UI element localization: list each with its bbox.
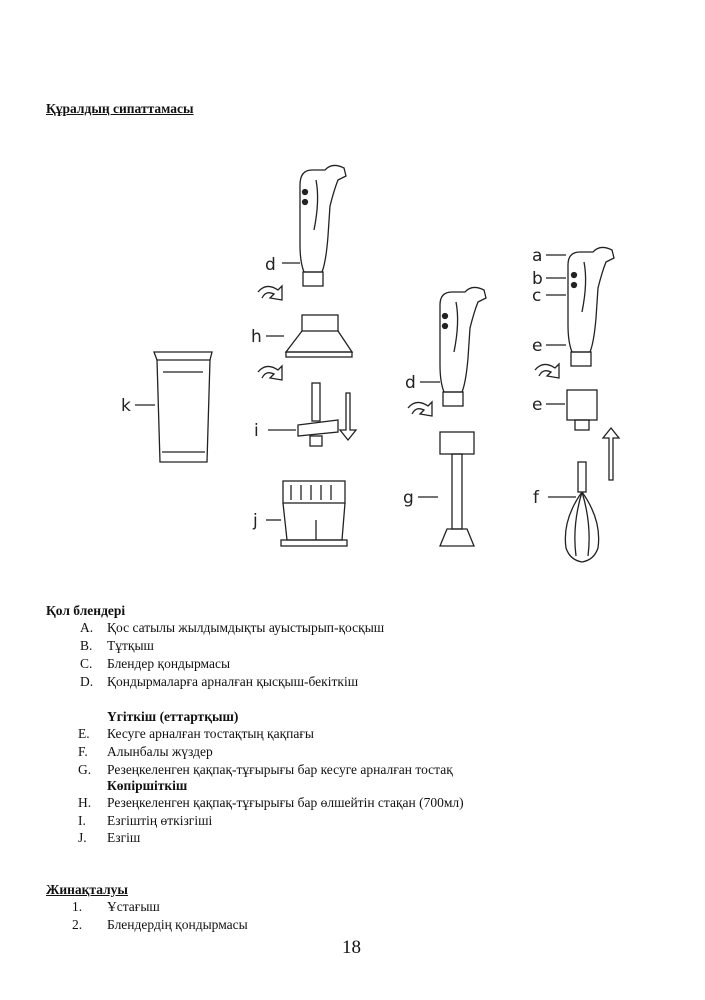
label-k: k	[121, 396, 131, 416]
label-f: f	[533, 488, 539, 508]
label-a: a	[532, 246, 543, 266]
whisk-adapter-drawing	[567, 390, 597, 430]
list-item-marker: I.	[78, 812, 86, 828]
hand-blender-title: Қол блендері	[46, 603, 126, 618]
list-item-text: Тұтқыш	[107, 638, 154, 653]
list-item-text: Блендер қондырмасы	[107, 656, 231, 671]
label-c: c	[532, 286, 542, 306]
blending-shaft-drawing	[440, 432, 474, 546]
whisk-drawing	[565, 462, 598, 562]
list-item-text: Резеңкеленген қақпақ-тұғырығы бар өлшейтін стақан (700мл)	[107, 795, 464, 810]
grinder-title: Үгіткіш (еттартқыш)	[107, 709, 239, 724]
label-e: e	[532, 395, 543, 415]
list-item-text: Кесуге арналған тостақтың қақпағы	[107, 726, 314, 741]
list-item-text: Ұстағыш	[107, 899, 160, 914]
list-item-marker: G.	[78, 762, 92, 777]
list-item-marker: E.	[78, 726, 90, 741]
list-item-marker: 2.	[72, 916, 83, 932]
whisk-title: Көпіршіткіш	[107, 778, 188, 793]
blade-shaft-drawing	[298, 383, 338, 446]
list-item-text: Қос сатылы жылдымдықты ауыстырып-қосқыш	[107, 620, 385, 635]
list-item-marker: H.	[78, 795, 92, 810]
measuring-cup-drawing	[154, 352, 212, 462]
list-item-marker: F.	[78, 744, 88, 759]
list-item-text: Қондырмаларға арналған қысқыш-бекіткіш	[107, 674, 359, 689]
package-title: Жинақталуы	[46, 882, 128, 897]
blender-body-2	[440, 287, 486, 406]
page-number: 18	[342, 937, 361, 958]
list-item-marker: J.	[78, 830, 87, 845]
list-item-marker: A.	[80, 620, 94, 635]
label-g: g	[403, 488, 414, 508]
chopper-bowl-drawing	[281, 481, 347, 546]
label-d-1: d	[265, 255, 276, 275]
list-item-text: Езгіштің өткізгіші	[107, 812, 213, 828]
list-item-text: Резеңкеленген қақпақ-тұғырығы бар кесуге арналған тостақ	[107, 762, 453, 777]
label-b: b	[532, 269, 543, 289]
label-d-3: e	[532, 336, 543, 356]
list-item-marker: B.	[80, 638, 93, 653]
list-item-marker: 1.	[72, 899, 83, 914]
chopper-lid-drawing	[286, 315, 352, 357]
list-item-marker: D.	[80, 674, 94, 689]
label-d-2: d	[405, 373, 416, 393]
section-title: Құралдың сипаттамасы	[46, 101, 194, 116]
blender-body-1	[300, 165, 346, 286]
list-item-text: Алынбалы жүздер	[107, 744, 213, 759]
list-item-marker: C.	[80, 656, 93, 671]
label-j: j	[253, 511, 258, 531]
label-i: i	[254, 421, 259, 441]
label-h: h	[251, 327, 262, 347]
blender-body-3	[568, 247, 614, 366]
list-item-text: Блендердің қондырмасы	[107, 916, 248, 932]
list-item-text: Езгіш	[107, 830, 141, 845]
